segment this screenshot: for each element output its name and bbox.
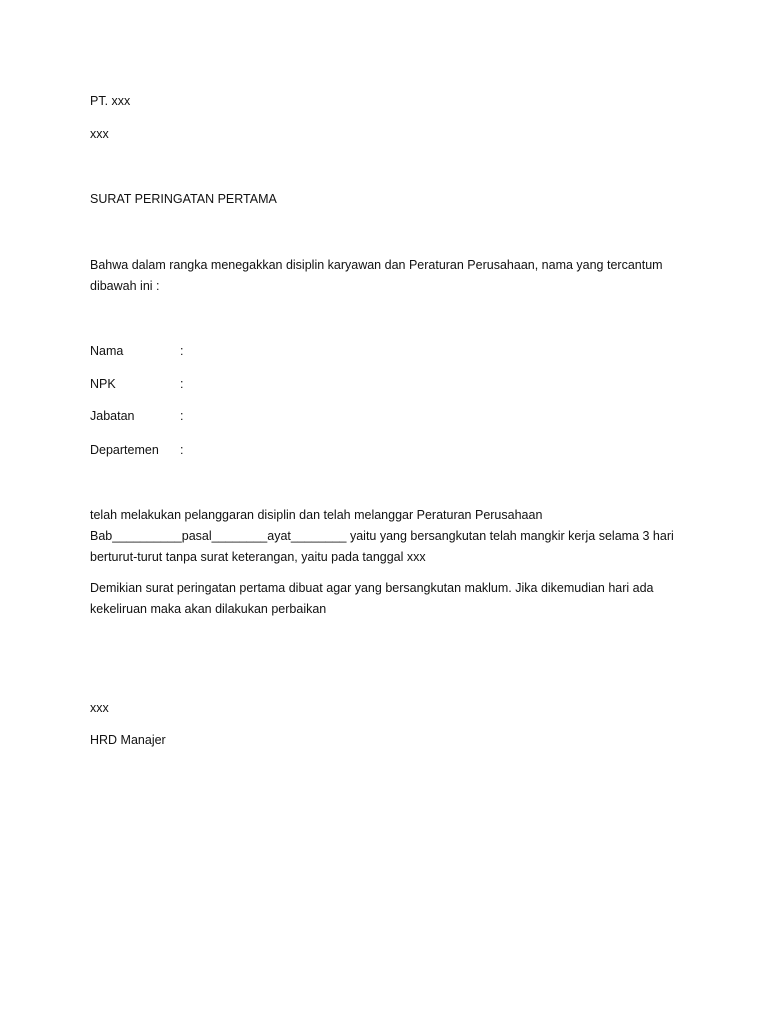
intro-line: dibawah ini :: [90, 279, 160, 293]
field-label-npk: NPK: [90, 377, 116, 391]
intro-line: Bahwa dalam rangka menegakkan disiplin karyawan dan Peraturan Perusahaan, nama yang tercantum: [90, 258, 663, 272]
field-label-departemen: Departemen: [90, 443, 159, 457]
field-label-nama: Nama: [90, 344, 124, 358]
violation-line: Bab__________pasal________ayat________ yaitu yang bersangkutan telah mangkir kerja selama 3 hari: [90, 529, 674, 543]
field-colon: :: [180, 344, 184, 358]
closing-line: kekeliruan maka akan dilakukan perbaikan: [90, 602, 327, 616]
signer-title: HRD Manajer: [90, 733, 166, 747]
company-name: PT. xxx: [90, 94, 131, 108]
field-colon: :: [180, 443, 184, 457]
closing-line: Demikian surat peringatan pertama dibuat agar yang bersangkutan maklum. Jika dikemudian hari ada: [90, 581, 654, 595]
field-label-jabatan: Jabatan: [90, 409, 135, 423]
intro-paragraph: [90, 255, 680, 297]
closing-paragraph: [90, 578, 680, 620]
violation-line: telah melakukan pelanggaran disiplin dan telah melanggar Peraturan Perusahaan: [90, 508, 543, 522]
violation-paragraph: [90, 505, 680, 568]
violation-line: berturut-turut tanpa surat keterangan, yaitu pada tanggal xxx: [90, 550, 426, 564]
signer-name: xxx: [90, 701, 109, 715]
letter-title: SURAT PERINGATAN PERTAMA: [90, 192, 277, 206]
field-colon: :: [180, 409, 184, 423]
company-address: xxx: [90, 127, 109, 141]
field-colon: :: [180, 377, 184, 391]
